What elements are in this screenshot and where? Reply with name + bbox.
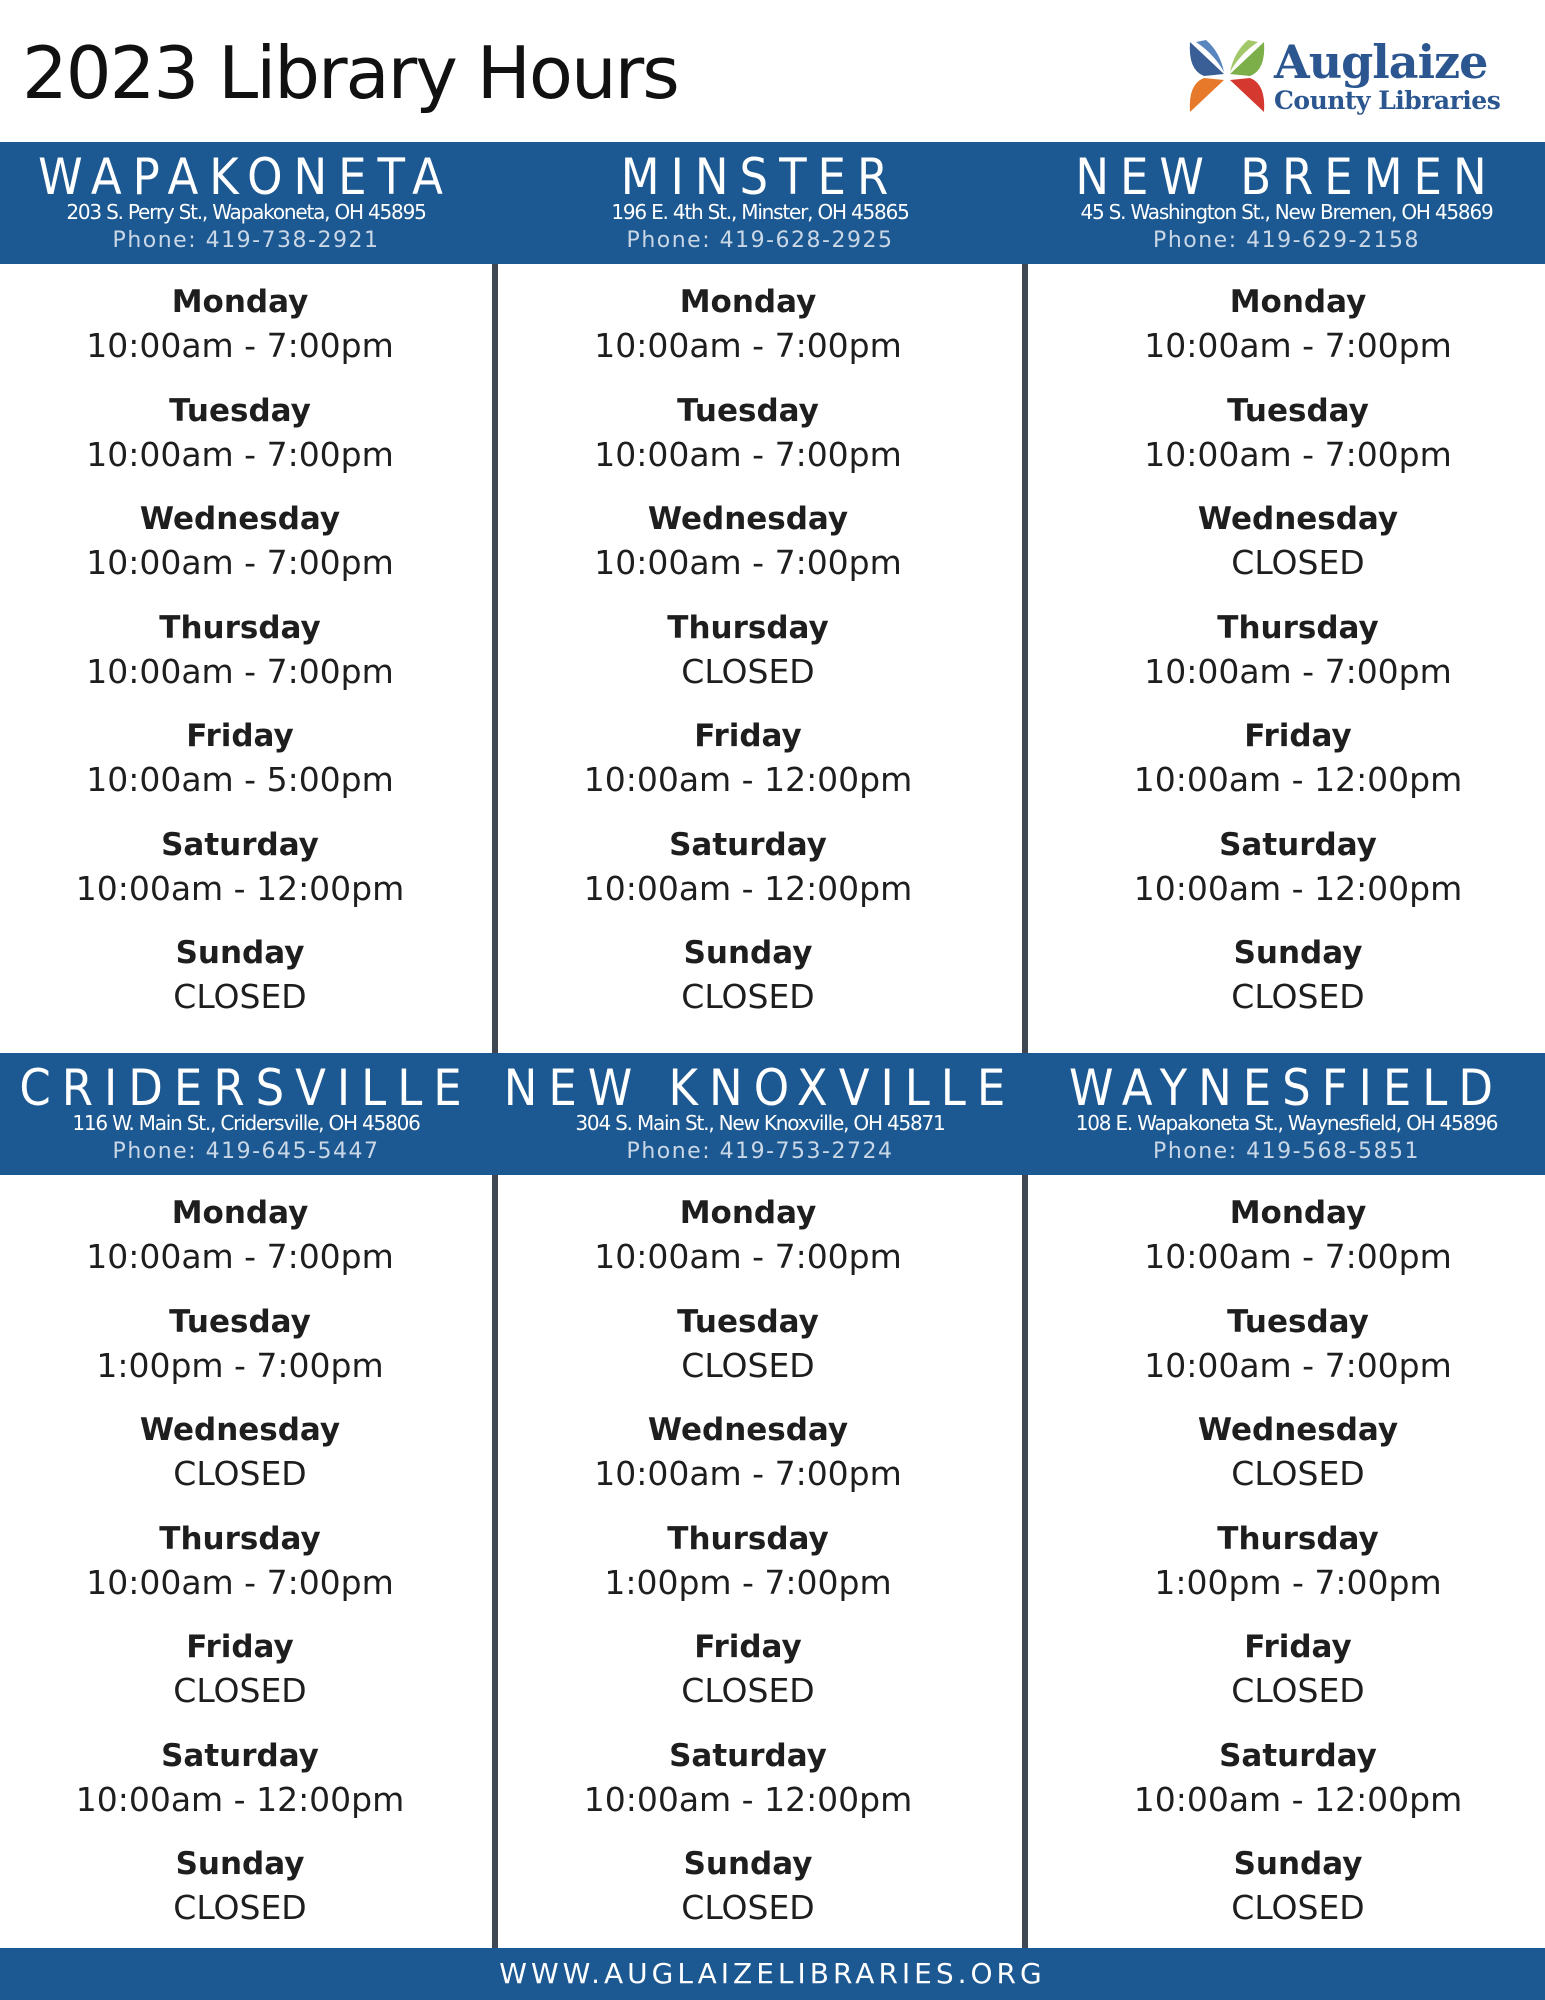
day-label: Wednesday	[1197, 501, 1399, 537]
day-label: Thursday	[667, 609, 829, 646]
hours-value: 10:00am - 12:00pm	[1133, 760, 1463, 799]
hours-value: CLOSED	[1231, 1454, 1365, 1493]
day-label: Wednesday	[139, 1412, 341, 1448]
day-label: Monday	[1229, 1195, 1367, 1231]
branch-phone: Phone: 419-629-2158	[1153, 228, 1420, 253]
day-label: Sunday	[1233, 1846, 1363, 1882]
hours-value: CLOSED	[681, 1345, 815, 1385]
hours-value: CLOSED	[1231, 977, 1365, 1016]
day-label: Thursday	[667, 1520, 829, 1557]
branch-name: NEW BREMEN	[1075, 148, 1498, 206]
branch-address: 108 E. Wapakoneta St., Waynesfield, OH 45896	[1075, 1111, 1498, 1135]
hours-value: 10:00am - 12:00pm	[1133, 868, 1463, 908]
hours-value: 10:00am - 5:00pm	[86, 760, 394, 799]
day-label: Friday	[694, 718, 802, 754]
hours-value: CLOSED	[173, 977, 307, 1016]
hours-value: CLOSED	[1231, 1671, 1365, 1710]
day-label: Saturday	[669, 826, 827, 863]
day-label: Sunday	[175, 935, 305, 971]
branch-name: WAPAKONETA	[38, 148, 454, 206]
hours-value: 10:00am - 7:00pm	[1144, 651, 1452, 691]
day-label: Wednesday	[1197, 1412, 1399, 1448]
hours-value: 10:00am - 7:00pm	[1144, 1345, 1452, 1385]
day-label: Saturday	[1219, 826, 1377, 863]
hours-value: 10:00am - 7:00pm	[594, 1454, 902, 1493]
day-label: Friday	[186, 1629, 294, 1665]
hours-value: CLOSED	[173, 1454, 307, 1493]
hours-value: 10:00am - 7:00pm	[594, 434, 902, 474]
day-label: Friday	[186, 718, 294, 754]
hours-value: 10:00am - 7:00pm	[86, 1562, 394, 1602]
hours-value: CLOSED	[173, 1671, 307, 1710]
hours-value: 10:00am - 7:00pm	[86, 651, 394, 691]
footer-bar	[0, 1948, 1545, 2000]
day-label: Tuesday	[677, 1303, 819, 1340]
branch-name: MINSTER	[620, 148, 900, 206]
day-label: Monday	[171, 1195, 309, 1231]
website-link[interactable]: WWW.AUGLAIZELIBRARIES.ORG	[499, 1957, 1046, 1990]
day-label: Monday	[679, 1195, 817, 1231]
day-label: Friday	[1244, 718, 1352, 754]
day-label: Wednesday	[139, 501, 341, 537]
hours-value: 1:00pm - 7:00pm	[96, 1345, 384, 1385]
day-label: Thursday	[159, 1520, 321, 1557]
hours-value: 10:00am - 12:00pm	[1133, 1779, 1463, 1819]
branch-address: 116 W. Main St., Cridersville, OH 45806	[72, 1111, 420, 1135]
day-label: Monday	[679, 284, 817, 320]
branch-address: 196 E. 4th St., Minster, OH 45865	[611, 200, 909, 224]
day-label: Tuesday	[1227, 1303, 1369, 1340]
day-label: Monday	[1229, 284, 1367, 320]
hours-value: 10:00am - 7:00pm	[86, 326, 394, 365]
hours-value: 10:00am - 7:00pm	[594, 1237, 902, 1276]
branch-phone: Phone: 419-628-2925	[626, 228, 894, 253]
day-label: Sunday	[683, 1846, 813, 1882]
branch-name: WAYNESFIELD	[1069, 1059, 1504, 1117]
branch-address: 203 S. Perry St., Wapakoneta, OH 45895	[66, 200, 426, 224]
hours-value: CLOSED	[173, 1888, 307, 1927]
hours-value: 10:00am - 7:00pm	[86, 543, 394, 582]
day-label: Wednesday	[647, 501, 849, 537]
hours-value: 10:00am - 12:00pm	[75, 868, 405, 908]
hours-value: CLOSED	[681, 977, 815, 1016]
hours-value: 1:00pm - 7:00pm	[604, 1562, 892, 1602]
day-label: Thursday	[1217, 609, 1379, 646]
day-label: Sunday	[175, 1846, 305, 1882]
day-label: Saturday	[161, 826, 319, 863]
branch-phone: Phone: 419-645-5447	[112, 1139, 380, 1164]
branch-address: 45 S. Washington St., New Bremen, OH 45869	[1080, 200, 1493, 224]
day-label: Tuesday	[169, 392, 311, 429]
day-label: Saturday	[1219, 1737, 1377, 1774]
day-label: Sunday	[683, 935, 813, 971]
hours-value: 10:00am - 12:00pm	[583, 760, 913, 799]
hours-value: CLOSED	[681, 1671, 815, 1710]
hours-value: 10:00am - 7:00pm	[86, 434, 394, 474]
hours-value: 10:00am - 7:00pm	[594, 326, 902, 365]
page-title: 2023 Library Hours	[22, 31, 678, 115]
day-label: Friday	[694, 1629, 802, 1665]
logo-subtitle: County Libraries	[1274, 86, 1501, 115]
hours-value: 10:00am - 12:00pm	[583, 868, 913, 908]
hours-cridersville	[0, 0, 480, 2000]
branch-phone: Phone: 419-738-2921	[112, 228, 380, 253]
day-label: Sunday	[1233, 935, 1363, 971]
hours-value: CLOSED	[681, 1888, 815, 1927]
day-label: Thursday	[159, 609, 321, 646]
hours-value: CLOSED	[1231, 543, 1365, 582]
hours-value: CLOSED	[681, 651, 815, 691]
day-label: Monday	[171, 284, 309, 320]
hours-value: CLOSED	[1231, 1888, 1365, 1927]
hours-value: 10:00am - 7:00pm	[1144, 434, 1452, 474]
hours-value: 10:00am - 7:00pm	[86, 1237, 394, 1276]
day-label: Saturday	[161, 1737, 319, 1774]
day-label: Friday	[1244, 1629, 1352, 1665]
branch-phone: Phone: 419-753-2724	[626, 1139, 894, 1164]
day-label: Tuesday	[169, 1303, 311, 1340]
day-label: Tuesday	[677, 392, 819, 429]
logo-name: Auglaize	[1274, 35, 1488, 89]
hours-value: 1:00pm - 7:00pm	[1154, 1562, 1442, 1602]
hours-value: 10:00am - 12:00pm	[583, 1779, 913, 1819]
branch-address: 304 S. Main St., New Knoxville, OH 45871	[575, 1111, 945, 1135]
day-label: Thursday	[1217, 1520, 1379, 1557]
hours-value: 10:00am - 12:00pm	[75, 1779, 405, 1819]
day-label: Tuesday	[1227, 392, 1369, 429]
day-label: Saturday	[669, 1737, 827, 1774]
hours-value: 10:00am - 7:00pm	[1144, 326, 1452, 365]
branch-name: CRIDERSVILLE	[19, 1059, 473, 1117]
day-label: Wednesday	[647, 1412, 849, 1448]
hours-value: 10:00am - 7:00pm	[1144, 1237, 1452, 1276]
hours-new-knoxville	[498, 0, 998, 2000]
branch-phone: Phone: 419-568-5851	[1153, 1139, 1420, 1164]
hours-waynesfield	[1028, 0, 1545, 2000]
hours-value: 10:00am - 7:00pm	[594, 543, 902, 582]
branch-name: NEW KNOXVILLE	[503, 1059, 1017, 1117]
